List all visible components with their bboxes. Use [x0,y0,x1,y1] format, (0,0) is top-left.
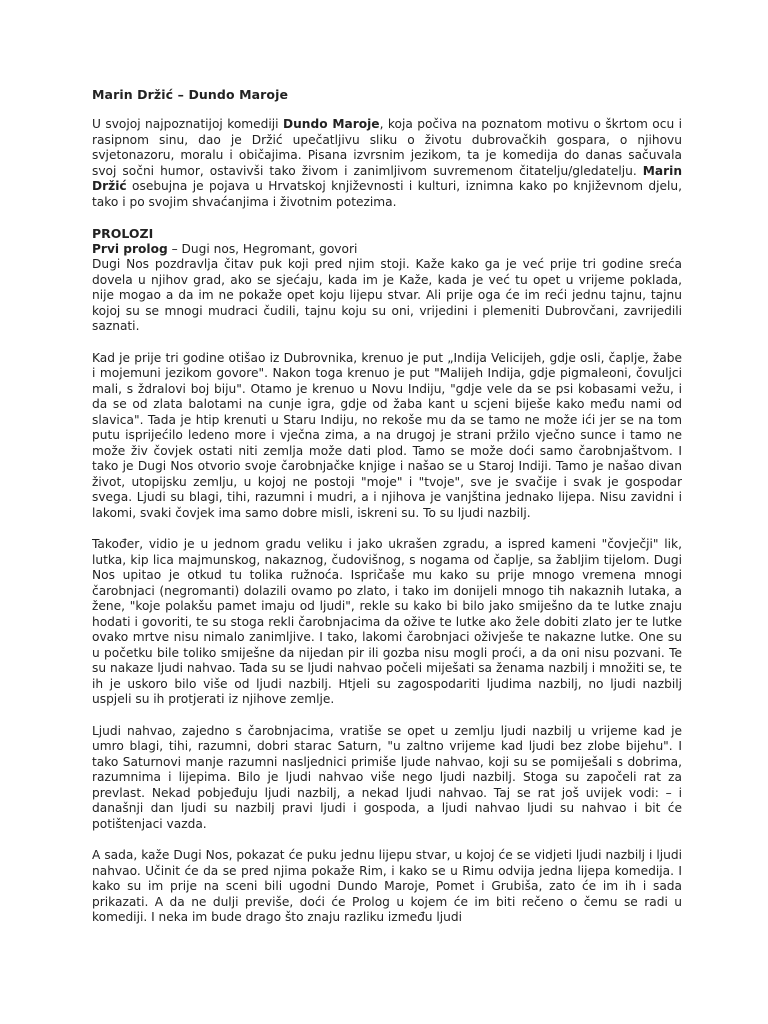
intro-bold-author: Marin Držić [92,163,682,193]
body-paragraph: Kad je prije tri godine otišao iz Dubrovnika, krenuo je put „Indija Velicijeh, gdje osli, čaplje, žabe i mojemuni jezikom govore". Nakon toga krenuo je put "Malijeh Indija, gdje pigmaleoni, čovuljci mali, s ždralovi boj biju". Otamo je krenuo u Novu Indiju, "gdje vele da se psi kobasami vežu, i da se od zlata balotami na cunje igra, gdje od žaba kant u scjeni biješe kako među nami od slavica". Tada je htip krenuti u Staru Indiju, no rekoše mu da se tamo ne može ići jer se na tom putu isprijećilo ledeno more i vječna zima, a na drugoj je strani pržilo vječno sunce i tamo ne može živ čovjek ostati niti zemlja može dati plod. Tamo se može doći samo čarobnjaštvom. I tako je Dugi Nos otvorio svoje čarobnjačke knjige i našao se u Staroj Indiji. Tamo je našao divan život, utopijsku zemlju, u kojoj ne postoji "moje" i "tvoje", sve je svačije i svak je gospodar svega. Ljudi su blagi, tihi, razumni i mudri, a i njihova je vanjština jednako lijepa. Nisu zavidni i lakomi, svaki čovjek ima samo dobre misli, iskreni su. To su ljudi nazbilj. [92,350,682,520]
intro-text-2: , koja počiva na poznatom motivu o škrtom ocu i rasipnom sinu, dao je Držić upečatljivu sliku o životu dubrovačkih gospara, o njihovu svjetonazoru, moralu i običajima. Pisana izvrsnim jezikom, ta je komedija do danas sačuvala svoj sočni humor, ostavivši tako živom i zanimljivom suvremenom čitatelju/gledatelju. [92,117,682,178]
body-paragraph: Ljudi nahvao, zajedno s čarobnjacima, vratiše se opet u zemlju ljudi nazbilj u vrijeme kad je umro blagi, tihi, razumni, dobri starac Saturn, "u zaltno vrijeme kad ljudi bez zlobe bijehu". I tako Saturnovi manje razumni nasljednici primiše ljude nahvao, koji su se pomiješali s dobrima, razumnima i lijepima. Bilo je ljudi nahvao više nego ljudi nazbilj. Stoga su započeli rat za prevlast. Nekad pobjeđuju ljudi nazbilj, a nekad ljudi nahvao. Taj se rat još uvijek vodi: – i današnji dan ljudi su nazbilj pravi ljudi i gospoda, a ljudi nahvao ljudi su nahvao i bit će potištenjaci vazda. [92,723,682,831]
subheading-text: – Dugi nos, Hegromant, govori [167,241,358,256]
section-subheading [92,242,682,258]
section-heading: PROLOZI [92,226,154,241]
body-paragraph: Dugi Nos pozdravlja čitav puk koji pred njim stoji. Kaže kako ga je već prije tri godine sreća dovela u njihov grad, ako se sjećaju, kada im je Kaže, kada je već tu opet u vrijeme poklada, nije mogao a da im ne pokaže opet koju lijepu stvar. Ali prije oga će im reći jednu tajnu, tajnu kojoj su se mnogi mudraci čudili, tajnu koju su oni, vrijedini i plemeniti Dubrovčani, zavrijedili saznati. [92,257,682,333]
subheading-bold: Prvi prolog [92,241,168,256]
intro-text-1: U svojoj najpoznatijoj komediji [92,117,283,131]
intro-text-3: osebujna je pojava u Hrvatskoj književnosti i kulturi, iznimna kako po književnom djelu, tako i po svojim shvaćanjima i životnim potezima. [92,179,682,209]
body-paragraph: Također, vidio je u jednom gradu veliku i jako ukrašen zgradu, a ispred kameni "čovječji" lik, lutka, kip lica majmunskog, nakaznog, čudovišnog, s nogama od čaplje, sa žabljim tijelom. Dugi Nos upitao je otkud tu tolika ružnoća. Ispričaše mu kako su prije mnogo vremena mnogi čarobnjaci (negromanti) dolazili ovamo po zlato, i tako im donijeli mnogo tih nakaznih lutaka, a žene, "koje polakšu pamet imaju od ljudi", rekle su kako bi bilo jako smiješno da te lutke znaju hodati i govoriti, te su stoga rekli čarobnjacima da ožive te lutke ako žele dobiti zlato jer te lutke ovako mrtve nisu nimalo zanimljive. I tako, lakomi čarobnjaci oživješe te nakazne lutke. One su u početku bile toliko smiješne da nijedan pir ili gozba nisu mogli proći, a da oni nisu pozvani. Te su nakaze ljudi nahvao. Tada su se ljudi nahvao počeli miješati sa ženama nazbilj i množiti se, te ih je uskoro bilo više od ljudi nazbilj. Htjeli su zagospodariti ljudima nazbilj, no ljudi nazbilj uspjeli su ih protjerati iz njihove zemlje. [92,537,682,706]
intro-paragraph [92,117,682,210]
document-page [92,87,682,942]
intro-bold-title: Dundo Maroje [283,117,380,131]
body-paragraph: A sada, kaže Dugi Nos, pokazat će puku jednu lijepu stvar, u kojoj će se vidjeti ljudi nazbilj i ljudi nahvao. Učinit će da se pred njima pokaže Rim, i kako se u Rimu odvija jedna lijepa komedija. I kako su im prije na sceni bili ugodni Dundo Maroje, Pomet i Grubiša, zato će im ih i sada prikazati. A da ne dulji previše, doći će Prolog u kojem će im biti rečeno o čemu se radi u komediji. I neka im bude drago što znaju razliku između ljudi [92,848,682,924]
document-title: Marin Držić – Dundo Maroje [92,87,289,102]
